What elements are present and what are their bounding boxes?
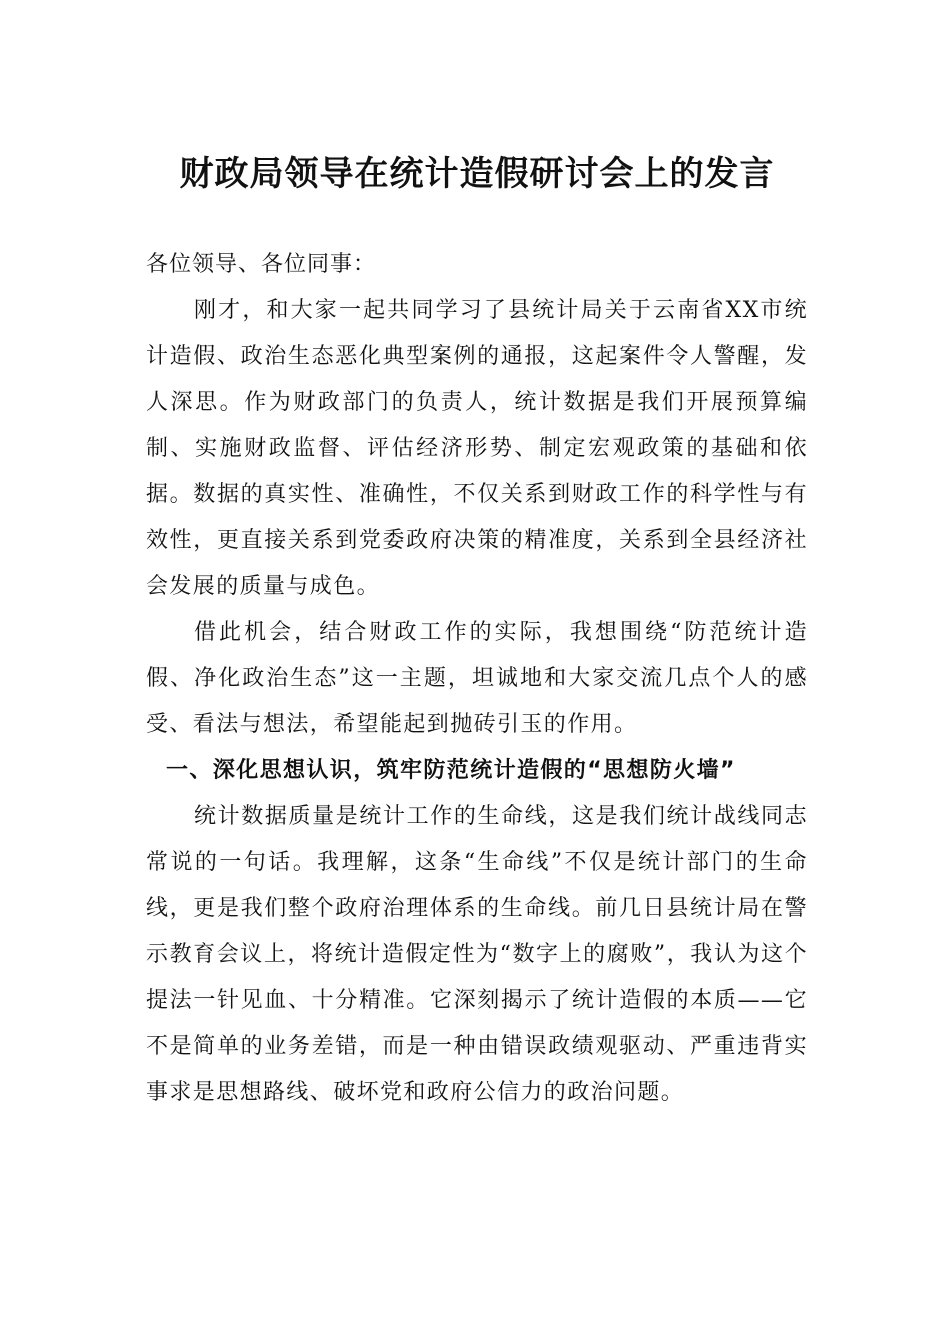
section-heading-1: 一、深化思想认识，筑牢防范统计造假的“思想防火墙”: [166, 758, 736, 783]
salutation: 各位领导、各位同事：: [146, 252, 377, 277]
document-page: [146, 150, 808, 1116]
paragraph-purpose: 借此机会，结合财政工作的实际，我想围绕“防范统计造假、净化政治生态”这一主题，坦诚地和大家交流几点个人的感受、看法与想法，希望能起到抛砖引玉的作用。: [146, 620, 808, 737]
document-title: 财政局领导在统计造假研讨会上的发言: [179, 154, 775, 194]
section-1-paragraph: 统计数据质量是统计工作的生命线，这是我们统计战线同志常说的一句话。我理解，这条“生命线”不仅是统计部门的生命线，更是我们整个政府治理体系的生命线。前几日县统计局在警示教育会议上，将统计造假定性为“数字上的腐败”，我认为这个提法一针见血、十分精准。它深刻揭示了统计造假的本质——它不是简单的业务差错，而是一种由错误政绩观驱动、严重违背实事求是思想路线、破坏党和政府公信力的政治问题。: [146, 804, 808, 1105]
paragraph-intro: 刚才，和大家一起共同学习了县统计局关于云南省XX市统计造假、政治生态恶化典型案例的通报，这起案件令人警醒，发人深思。作为财政部门的负责人，统计数据是我们开展预算编制、实施财政监督、评估经济形势、制定宏观政策的基础和依据。数据的真实性、准确性，不仅关系到财政工作的科学性与有效性，更直接关系到党委政府决策的精准度，关系到全县经济社会发展的质量与成色。: [146, 298, 808, 599]
